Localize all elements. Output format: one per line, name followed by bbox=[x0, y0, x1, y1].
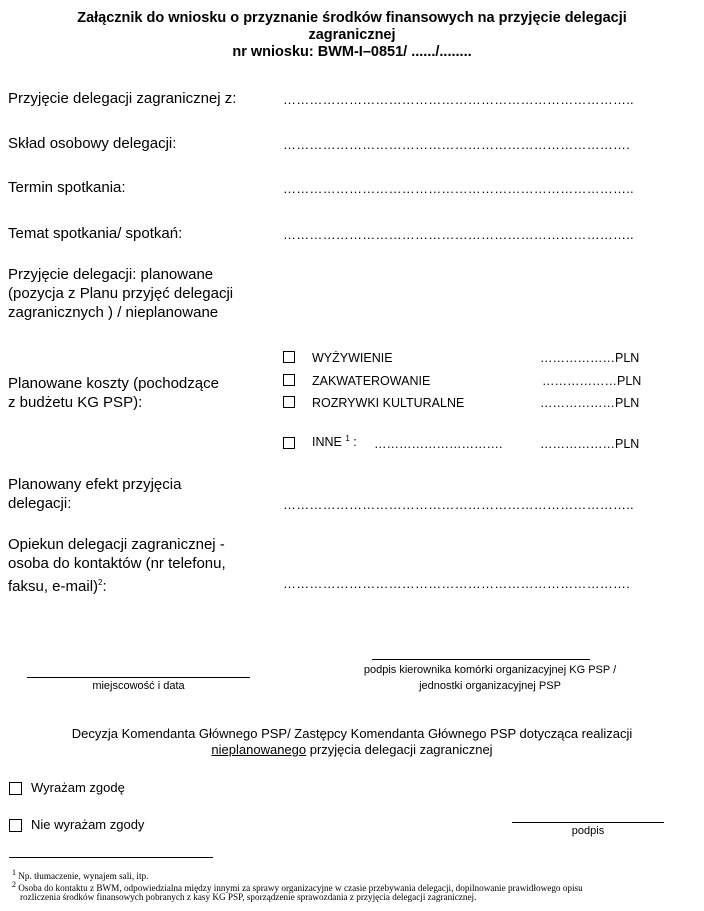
decision-heading-line2: nieplanowanego przyjęcia delegacji zagranicznej bbox=[211, 742, 493, 757]
efekt-label-line2: delegacji: bbox=[8, 495, 72, 512]
przyjecie-field[interactable]: …………………………………………………………………….. bbox=[283, 92, 634, 107]
application-number: nr wniosku: BWM-I–0851/ ....../........ bbox=[232, 44, 472, 60]
decision-heading-line1: Decyzja Komendanta Głównego PSP/ Zastępcy Komendanta Głównego PSP dotycząca realizacji bbox=[71, 726, 633, 741]
disagree-label: Nie wyrażam zgody bbox=[31, 817, 145, 832]
rozrywki-label: ROZRYWKI KULTURALNE bbox=[312, 396, 465, 410]
plan-label-line3: zagranicznych ) / nieplanowane bbox=[8, 304, 219, 321]
zakwaterowanie-label: ZAKWATEROWANIE bbox=[312, 374, 431, 388]
sklad-label: Skład osobowy delegacji: bbox=[8, 135, 177, 152]
inne-description-field[interactable]: …………………………. bbox=[374, 437, 503, 451]
opiekun-field[interactable]: ……………………………………………………………………. bbox=[283, 576, 631, 591]
footnote-2-line1: $^2$ Osoba do kontaktu z BWM, odpowiedzialna między innymi za sprawy organizacyjne w czasie przebywania delegacji, dopilnowanie prawidłowego opisu bbox=[12, 880, 583, 894]
place-date-line[interactable] bbox=[27, 677, 250, 678]
rozrywki-checkbox[interactable] bbox=[283, 396, 295, 408]
efekt-field[interactable]: …………………………………………………………………….. bbox=[283, 497, 634, 512]
place-date-caption: miejscowość i data bbox=[92, 680, 185, 692]
agree-checkbox[interactable] bbox=[9, 782, 22, 795]
przyjecie-label: Przyjęcie delegacji zagranicznej z: bbox=[8, 90, 237, 107]
wyzywienie-checkbox[interactable] bbox=[283, 351, 295, 363]
wyzywienie-label: WYŻYWIENIE bbox=[312, 351, 393, 365]
efekt-label-line1: Planowany efekt przyjęcia bbox=[8, 476, 182, 493]
opiekun-label-line1: Opiekun delegacji zagranicznej - bbox=[8, 536, 225, 553]
head-signature-caption-line1: podpis kierownika komórki organizacyjnej KG PSP / bbox=[363, 664, 617, 676]
rozrywki-amount[interactable]: ………………PLN bbox=[540, 396, 640, 410]
podpis-line[interactable] bbox=[512, 822, 664, 823]
opiekun-label-line3: faksu, e-mail)$^2$: bbox=[8, 578, 107, 595]
wyzywienie-amount[interactable]: ………………PLN bbox=[540, 351, 640, 365]
head-signature-line[interactable] bbox=[372, 659, 590, 660]
document-title-line1: Załącznik do wniosku o przyznanie środków finansowych na przyjęcie delegacji bbox=[77, 10, 627, 26]
disagree-checkbox[interactable] bbox=[9, 819, 22, 832]
plan-label-line2: (pozycja z Planu przyjęć delegacji bbox=[8, 285, 234, 302]
temat-field[interactable]: …………………………………………………………………….. bbox=[283, 227, 634, 242]
zakwaterowanie-checkbox[interactable] bbox=[283, 374, 295, 386]
inne-label: INNE $^1$ : bbox=[312, 434, 357, 450]
termin-label: Termin spotkania: bbox=[8, 179, 126, 196]
footnote-separator bbox=[9, 857, 213, 858]
sklad-field[interactable]: ……………………………………………………………………. bbox=[283, 137, 631, 152]
document-title-line2: zagranicznej bbox=[308, 27, 396, 43]
nieplanowanego-text: nieplanowanego bbox=[211, 742, 307, 757]
inne-checkbox[interactable] bbox=[283, 437, 295, 449]
footnote-ref-1: 1 bbox=[345, 434, 350, 443]
opiekun-label-line2: osoba do kontaktów (nr telefonu, bbox=[8, 555, 226, 572]
footnote-ref-2: 2 bbox=[98, 578, 103, 587]
koszty-label-line1: Planowane koszty (pochodzące bbox=[8, 375, 219, 392]
termin-field[interactable]: …………………………………………………………………….. bbox=[283, 181, 634, 196]
footnote-1: $^1$ Np. tłumaczenie, wynajem sali, itp. bbox=[12, 868, 149, 882]
zakwaterowanie-amount[interactable]: ………………PLN bbox=[542, 374, 642, 388]
temat-label: Temat spotkania/ spotkań: bbox=[8, 225, 183, 242]
head-signature-caption-line2: jednostki organizacyjnej PSP bbox=[419, 680, 561, 692]
podpis-caption: podpis bbox=[571, 825, 605, 837]
koszty-label-line2: z budżetu KG PSP): bbox=[8, 394, 143, 411]
plan-label-line1: Przyjęcie delegacji: planowane bbox=[8, 266, 214, 283]
agree-label: Wyrażam zgodę bbox=[31, 780, 125, 795]
inne-amount[interactable]: ………………PLN bbox=[540, 437, 640, 451]
footnote-2-line2: rozliczenia środków finansowych pobranych z kasy KG PSP, sporządzenie sprawozdania z przyjęcia delegacji zagranicznej. bbox=[20, 892, 477, 902]
